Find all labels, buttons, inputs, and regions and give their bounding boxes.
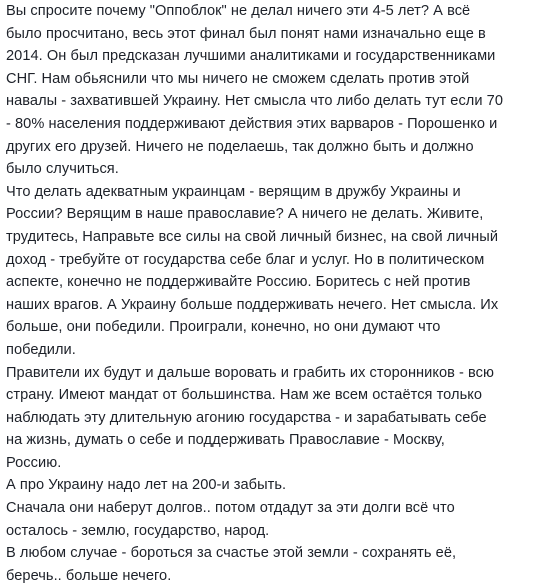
post-line: Сначала они наберут долгов.. потом отдадут за эти долги всё что <box>6 500 455 517</box>
post-line: Что делать адекватным украинцам - верящим в дружбу Украины и <box>6 183 461 200</box>
post-line: 2014. Он был предсказан лучшими аналитиками и государственниками <box>6 48 496 65</box>
post-line: было случиться. <box>6 161 119 178</box>
post-text <box>6 0 550 587</box>
post-line: Правители их будут и дальше воровать и грабить их сторонников - всю <box>6 364 495 381</box>
post-line: СНГ. Нам обьяснили что мы ничего не сможем сделать против этой <box>6 70 470 87</box>
post-line: осталось - землю, государство, народ. <box>6 522 270 539</box>
post-line: - 80% населения поддерживают действия этих варваров - Порошенко и <box>6 115 498 132</box>
post-line: было просчитано, весь этот финал был понят нами изначально еще в <box>6 25 486 42</box>
post-line: Вы спросите почему "Оппоблок" не делал ничего эти 4-5 лет? А всё <box>6 3 471 19</box>
post-line: беречь.. больше нечего. <box>6 567 172 584</box>
post-line: А про Украину надо лет на 200-и забыть. <box>6 477 287 494</box>
post-line: страну. Имеют мандат от большинства. Нам же всем остаётся только <box>6 387 483 404</box>
post-line: наших врагов. А Украину больше поддерживать нечего. Нет смысла. Их <box>6 296 499 313</box>
post-line: аспекте, конечно не поддерживайте Россию. Боритесь с ней против <box>6 274 471 291</box>
post-line: В любом случае - бороться за счастье этой земли - сохранять её, <box>6 545 457 562</box>
post-line: трудитесь, Направьте все силы на свой личный бизнес, на свой личный <box>6 228 499 245</box>
post-line: России? Верящим в наше православие? А ничего не делать. Живите, <box>6 206 484 223</box>
post-line: других его друзей. Ничего не поделаешь, так должно быть и должно <box>6 138 474 155</box>
post-line: наблюдать эту длительную агонию государства - и зарабатывать себе <box>6 409 487 426</box>
post-line: победили. <box>6 341 76 358</box>
post-line: на жизнь, думать о себе и поддерживать Православие - Москву, <box>6 432 445 449</box>
post-line: навалы - захватившей Украину. Нет смысла что либо делать тут если 70 <box>6 93 504 110</box>
post-line: доход - требуйте от государства себе благ и услуг. Но в политическом <box>6 251 485 268</box>
post-line: Россию. <box>6 454 62 471</box>
post-line: больше, они победили. Проиграли, конечно, но они думают что <box>6 319 441 336</box>
